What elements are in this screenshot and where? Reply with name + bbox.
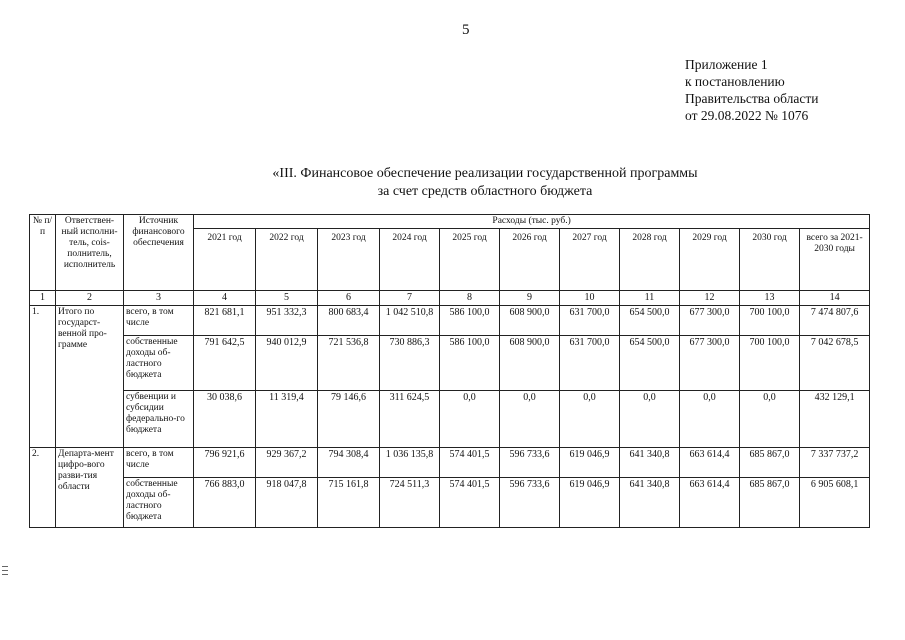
index-cell: 5: [256, 291, 318, 306]
value-cell: 724 511,3: [380, 478, 440, 528]
value-cell: 619 046,9: [560, 448, 620, 478]
title-line: «III. Финансовое обеспечение реализации государственной программы: [272, 166, 698, 181]
value-cell: 608 900,0: [500, 306, 560, 336]
header-year: 2023 год: [318, 229, 380, 291]
appendix-block: [685, 56, 818, 124]
value-cell: 0,0: [740, 391, 800, 448]
index-cell: 13: [740, 291, 800, 306]
value-cell: 586 100,0: [440, 336, 500, 391]
value-cell: 791 642,5: [194, 336, 256, 391]
value-cell: 574 401,5: [440, 448, 500, 478]
financing-table: [29, 214, 870, 528]
value-cell: 0,0: [500, 391, 560, 448]
value-cell: 794 308,4: [318, 448, 380, 478]
index-cell: 6: [318, 291, 380, 306]
value-cell: 951 332,3: [256, 306, 318, 336]
value-cell: 432 129,1: [800, 391, 870, 448]
page-number: 5: [462, 22, 470, 38]
value-cell: 79 146,6: [318, 391, 380, 448]
value-cell: 619 046,9: [560, 478, 620, 528]
value-cell: 608 900,0: [500, 336, 560, 391]
value-cell: 0,0: [620, 391, 680, 448]
title-line: за счет средств областного бюджета: [377, 184, 593, 199]
value-cell: 7 042 678,5: [800, 336, 870, 391]
index-cell: 3: [124, 291, 194, 306]
value-cell: 586 100,0: [440, 306, 500, 336]
index-cell: 12: [680, 291, 740, 306]
value-cell: 730 886,3: [380, 336, 440, 391]
value-cell: 654 500,0: [620, 336, 680, 391]
table-row: [30, 448, 870, 478]
header-year: 2022 год: [256, 229, 318, 291]
row-source: собственные доходы об-ластного бюджета: [124, 478, 194, 528]
value-cell: 574 401,5: [440, 478, 500, 528]
value-cell: 821 681,1: [194, 306, 256, 336]
value-cell: 685 867,0: [740, 478, 800, 528]
appendix-line: от 29.08.2022 № 1076: [685, 108, 809, 123]
index-cell: 7: [380, 291, 440, 306]
appendix-line: к постановлению: [685, 74, 785, 89]
value-cell: 311 624,5: [380, 391, 440, 448]
header-num: № п/п: [30, 215, 56, 291]
value-cell: 700 100,0: [740, 306, 800, 336]
value-cell: 677 300,0: [680, 336, 740, 391]
value-cell: 940 012,9: [256, 336, 318, 391]
header-year: 2025 год: [440, 229, 500, 291]
value-cell: 641 340,8: [620, 448, 680, 478]
value-cell: 918 047,8: [256, 478, 318, 528]
table-row: [30, 306, 870, 336]
value-cell: 654 500,0: [620, 306, 680, 336]
value-cell: 596 733,6: [500, 478, 560, 528]
value-cell: 631 700,0: [560, 306, 620, 336]
value-cell: 596 733,6: [500, 448, 560, 478]
row-source: всего, в том числе: [124, 306, 194, 336]
row-source: субвенции и субсидии федерально-го бюджета: [124, 391, 194, 448]
header-expenses: Расходы (тыс. руб.): [194, 215, 870, 229]
value-cell: 800 683,4: [318, 306, 380, 336]
value-cell: 6 905 608,1: [800, 478, 870, 528]
value-cell: 700 100,0: [740, 336, 800, 391]
value-cell: 685 867,0: [740, 448, 800, 478]
value-cell: 0,0: [560, 391, 620, 448]
value-cell: 929 367,2: [256, 448, 318, 478]
value-cell: 663 614,4: [680, 448, 740, 478]
row-name: Департа-мент цифро-вого разви-тия области: [56, 448, 124, 528]
value-cell: 766 883,0: [194, 478, 256, 528]
value-cell: 721 536,8: [318, 336, 380, 391]
row-num: 1.: [30, 306, 56, 448]
index-cell: 9: [500, 291, 560, 306]
header-year: 2030 год: [740, 229, 800, 291]
header-responsible: Ответствен-ный исполни-тель, сois-полнитель, исполнитель: [56, 215, 124, 291]
header-total: всего за 2021-2030 годы: [800, 229, 870, 291]
value-cell: 0,0: [680, 391, 740, 448]
header-year: 2026 год: [500, 229, 560, 291]
value-cell: 631 700,0: [560, 336, 620, 391]
table-row: [30, 391, 870, 448]
margin-mark: [2, 566, 8, 578]
value-cell: 677 300,0: [680, 306, 740, 336]
value-cell: 1 036 135,8: [380, 448, 440, 478]
index-cell: 4: [194, 291, 256, 306]
document-title: [170, 165, 800, 201]
row-source: всего, в том числе: [124, 448, 194, 478]
appendix-line: Приложение 1: [685, 57, 768, 72]
value-cell: 7 474 807,6: [800, 306, 870, 336]
row-name: Итого по государст-венной про-грамме: [56, 306, 124, 448]
row-source: собственные доходы об-ластного бюджета: [124, 336, 194, 391]
header-year: 2029 год: [680, 229, 740, 291]
value-cell: 796 921,6: [194, 448, 256, 478]
index-cell: 10: [560, 291, 620, 306]
value-cell: 11 319,4: [256, 391, 318, 448]
index-cell: 1: [30, 291, 56, 306]
header-year: 2027 год: [560, 229, 620, 291]
index-cell: 8: [440, 291, 500, 306]
header-year: 2021 год: [194, 229, 256, 291]
header-year: 2028 год: [620, 229, 680, 291]
index-cell: 2: [56, 291, 124, 306]
value-cell: 715 161,8: [318, 478, 380, 528]
index-cell: 11: [620, 291, 680, 306]
index-row: [30, 291, 870, 306]
value-cell: 7 337 737,2: [800, 448, 870, 478]
value-cell: 663 614,4: [680, 478, 740, 528]
table-row: [30, 478, 870, 528]
appendix-line: Правительства области: [685, 91, 819, 106]
value-cell: 1 042 510,8: [380, 306, 440, 336]
table-row: [30, 336, 870, 391]
index-cell: 14: [800, 291, 870, 306]
header-source: Источник финансового обеспечения: [124, 215, 194, 291]
value-cell: 641 340,8: [620, 478, 680, 528]
value-cell: 0,0: [440, 391, 500, 448]
value-cell: 30 038,6: [194, 391, 256, 448]
header-year: 2024 год: [380, 229, 440, 291]
row-num: 2.: [30, 448, 56, 528]
